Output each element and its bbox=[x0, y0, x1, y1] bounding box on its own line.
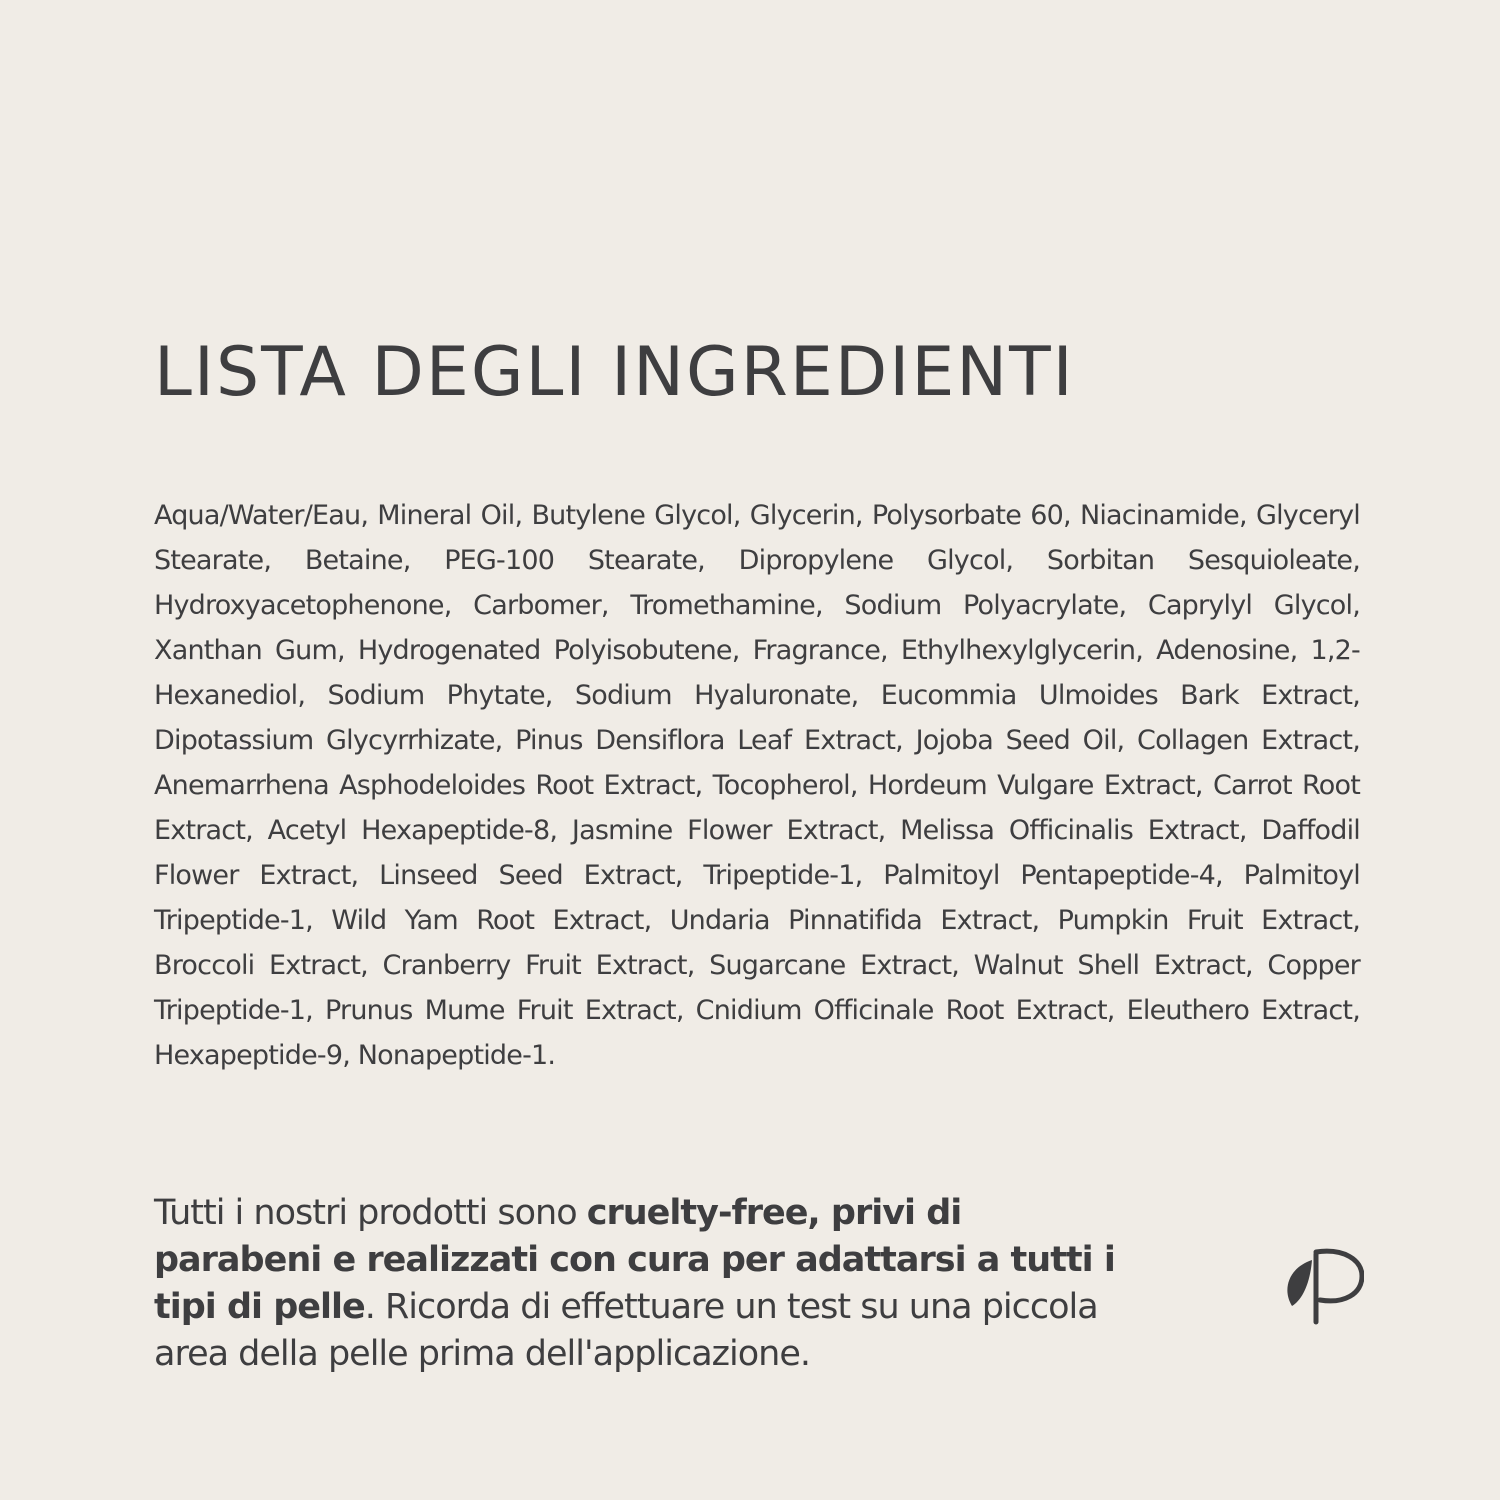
leaf-p-monogram-icon bbox=[1282, 1244, 1364, 1326]
logo-bowl bbox=[1316, 1251, 1362, 1301]
brand-logo bbox=[1282, 1244, 1364, 1326]
product-note bbox=[154, 1190, 1134, 1378]
page-title: LISTA DEGLI INGREDIENTI bbox=[154, 333, 1075, 412]
note-intro: Tutti i nostri prodotti sono bbox=[154, 1193, 587, 1233]
ingredients-list: Aqua/Water/Eau, Mineral Oil, Butylene Glycol, Glycerin, Polysorbate 60, Niacinamide, Glyceryl Stearate, Betaine, PEG-100 Stearate, Dipropylene Glycol, Sorbitan Sesquioleate, Hydroxyacetophenone, Carbomer, Tromethamine, Sodium Polyacrylate, Caprylyl Glycol, Xanthan Gum, Hydrogenated Polyisobutene, Fragrance, Ethylhexylglycerin, Adenosine, 1,2-Hexanediol, Sodium Phytate, Sodium Hyaluronate, Eucommia Ulmoides Bark Extract, Dipotassium Glycyrrhizate, Pinus Densiflora Leaf Extract, Jojoba Seed Oil, Collagen Extract, Anemarrhena Asphodeloides Root Extract, Tocopherol, Hordeum Vulgare Extract, Carrot Root Extract, Acetyl Hexapeptide-8, Jasmine Flower Extract, Melissa Officinalis Extract, Daffodil Flower Extract, Linseed Seed Extract, Tripeptide-1, Palmitoyl Pentapeptide-4, Palmitoyl Tripeptide-1, Wild Yam Root Extract, Undaria Pinnatifida Extract, Pumpkin Fruit Extract, Broccoli Extract, Cranberry Fruit Extract, Sugarcane Extract, Walnut Shell Extract, Copper Tripeptide-1, Prunus Mume Fruit Extract, Cnidium Officinale Root Extract, Eleuthero Extract, Hexapeptide-9, Nonapeptide-1. bbox=[154, 500, 1360, 1071]
logo-leaf bbox=[1287, 1260, 1312, 1306]
note-highlight: cruelty-free, privi di parabeni e realizzati con cura per adattarsi a tutti i tipi di pelle bbox=[154, 1193, 1115, 1327]
note-outro: . Ricorda di effettuare un test su una piccola area della pelle prima dell'applicazione. bbox=[154, 1287, 1098, 1374]
